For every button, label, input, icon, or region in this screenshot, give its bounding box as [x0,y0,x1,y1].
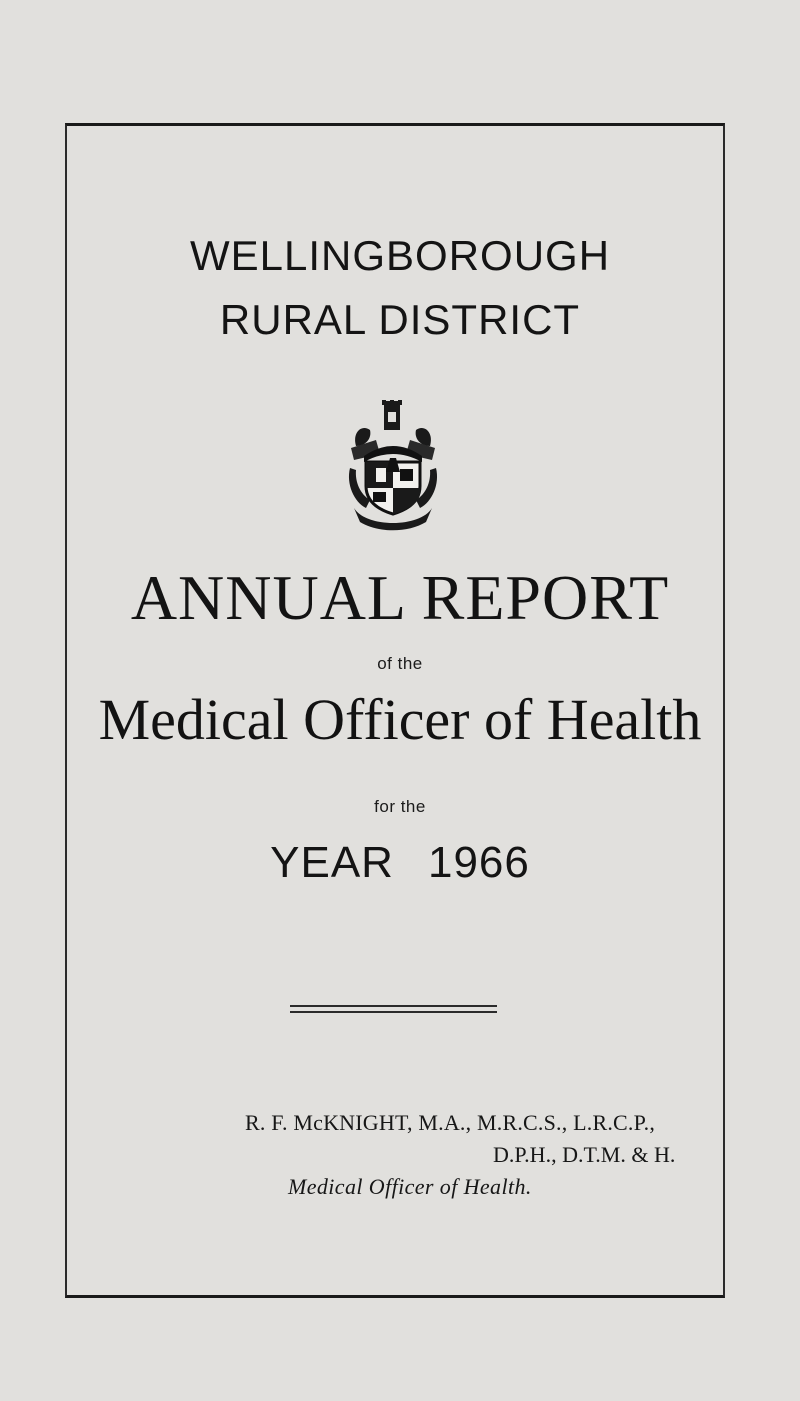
decorative-rule-bottom [290,1011,497,1013]
coat-of-arms-icon [346,396,440,532]
report-year-line [0,838,800,888]
year-label: YEAR [270,838,394,887]
decorative-rule-top [290,1005,497,1007]
author-name: R. F. McKNIGHT, M.A., M.R.C.S., L.R.C.P., [245,1110,656,1135]
report-subject-title: Medical Officer of Health [98,687,702,752]
connector-text-of-the: of the [377,654,423,673]
author-role: Medical Officer of Health. [288,1174,532,1199]
district-title-line-1: WELLINGBOROUGH [189,232,611,279]
district-title-line-2: RURAL DISTRICT [219,296,581,343]
report-title: ANNUAL REPORT [130,562,670,633]
author-qualifications: D.P.H., D.T.M. & H. [493,1142,676,1167]
connector-text-for-the: for the [374,797,426,816]
year-value: 1966 [427,838,530,887]
